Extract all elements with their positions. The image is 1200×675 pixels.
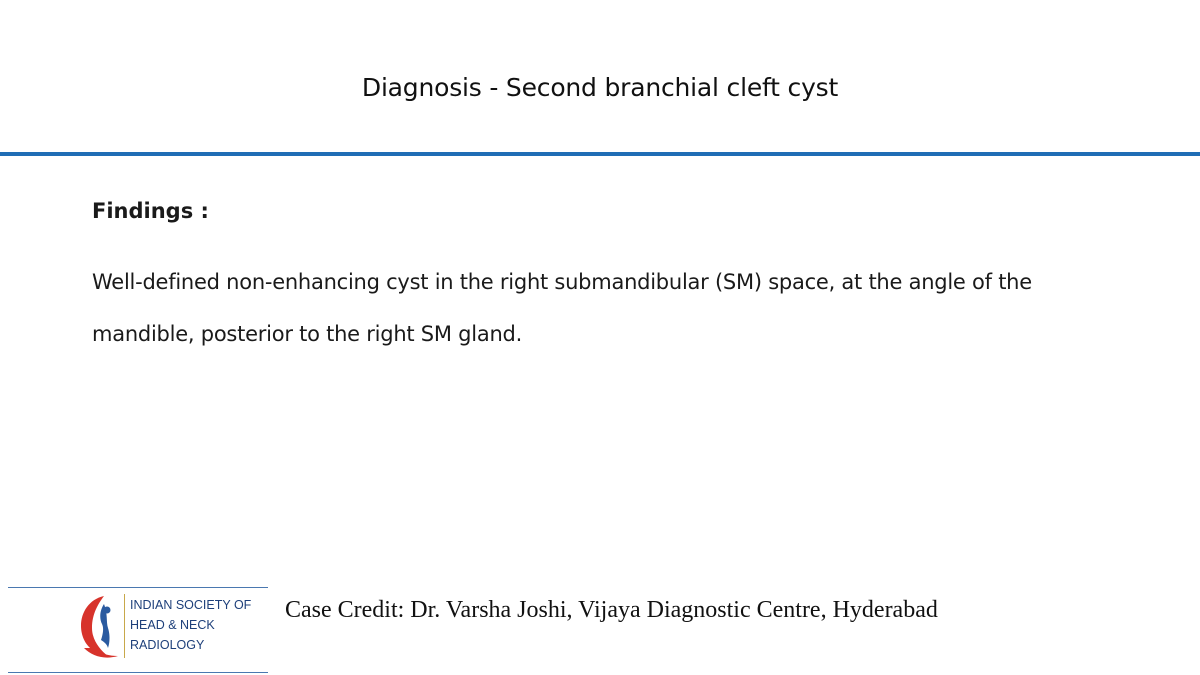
logo-line-1: INDIAN SOCIETY OF [130, 598, 252, 612]
logo-top-rule [8, 587, 268, 588]
logo-bottom-rule [8, 672, 268, 673]
logo-text [130, 595, 251, 655]
head-neck-emblem-icon [74, 590, 124, 664]
findings-heading: Findings : [92, 199, 209, 223]
title-divider [0, 152, 1200, 156]
logo-line-3: RADIOLOGY [130, 638, 205, 652]
findings-text: Well-defined non-enhancing cyst in the right submandibular (SM) space, at the angle of the mandible, posterior to the right SM gland. [92, 270, 1032, 346]
slide-title: Diagnosis - Second branchial cleft cyst [361, 73, 839, 102]
case-credit: Case Credit: Dr. Varsha Joshi, Vijaya Diagnostic Centre, Hyderabad [285, 597, 938, 623]
logo-line-2: HEAD & NECK [130, 618, 215, 632]
society-logo [74, 590, 274, 664]
logo-divider [124, 594, 125, 658]
